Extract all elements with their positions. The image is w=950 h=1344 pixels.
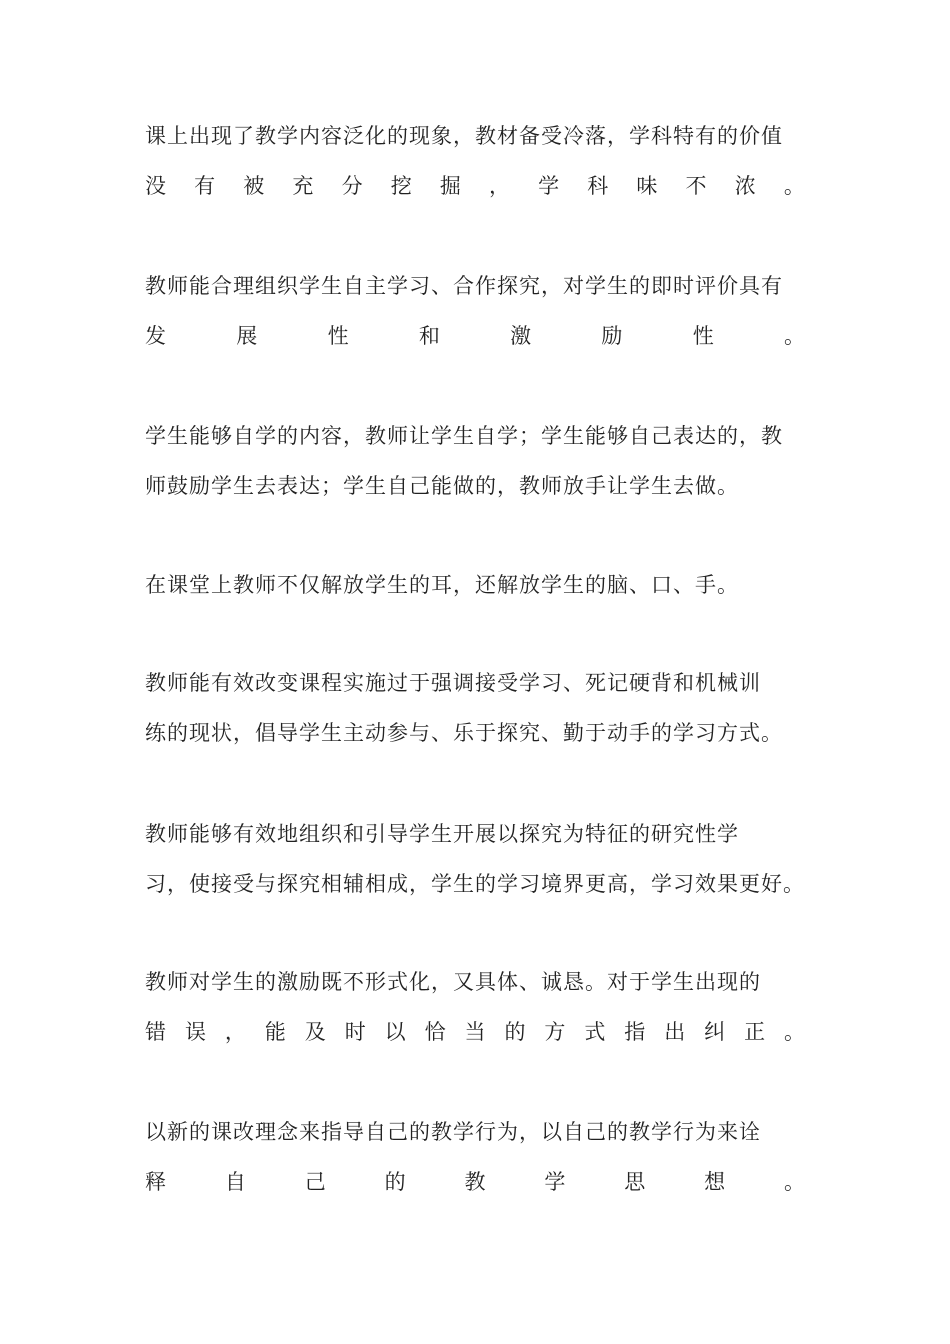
paragraph-line: 教师能够有效地组织和引导学生开展以探究为特征的研究性学: [145, 822, 739, 846]
paragraph-6: [145, 822, 805, 896]
line-character: 。: [783, 174, 805, 198]
line-character: 激: [510, 324, 532, 348]
line-character: 。: [783, 324, 805, 348]
line-character: 展: [236, 324, 258, 348]
line-character: 浓: [734, 174, 756, 198]
line-character: 及: [304, 1020, 326, 1044]
line-character: 味: [636, 174, 658, 198]
line-character: 纠: [704, 1020, 726, 1044]
line-character: 释: [145, 1170, 166, 1194]
line-character: 以: [384, 1020, 406, 1044]
paragraph-line-justified: [145, 1170, 805, 1194]
line-character: 性: [692, 324, 714, 348]
line-character: 时: [344, 1020, 366, 1044]
paragraph-line: 习，使接受与探究相辅相成，学生的学习境界更高，学习效果更好。: [145, 872, 805, 896]
paragraph-8: [145, 1120, 805, 1194]
line-character: 性: [327, 324, 349, 348]
paragraph-5: [145, 671, 805, 745]
line-character: 己: [304, 1170, 326, 1194]
line-character: 分: [341, 174, 363, 198]
line-character: 方: [544, 1020, 566, 1044]
line-character: 式: [584, 1020, 606, 1044]
line-character: 出: [664, 1020, 686, 1044]
paragraph-2: [145, 274, 805, 348]
line-character: 发: [145, 324, 166, 348]
paragraph-4: [145, 573, 805, 597]
line-character: 指: [624, 1020, 646, 1044]
line-character: 科: [587, 174, 609, 198]
line-character: 掘: [439, 174, 461, 198]
paragraph-line: 以新的课改理念来指导自己的教学行为，以自己的教学行为来诠: [145, 1120, 761, 1144]
line-character: 。: [784, 1020, 805, 1044]
paragraph-line: 师鼓励学生去表达；学生自己能做的，教师放手让学生去做。: [145, 474, 739, 498]
paragraph-line-justified: [145, 174, 805, 198]
line-character: 挖: [390, 174, 412, 198]
line-character: 恰: [424, 1020, 446, 1044]
paragraph-line: 在课堂上教师不仅解放学生的耳，还解放学生的脑、口、手。: [145, 573, 739, 597]
paragraph-7: [145, 970, 805, 1044]
paragraph-line: 课上出现了教学内容泛化的现象，教材备受冷落，学科特有的价值: [145, 124, 783, 148]
line-character: 的: [384, 1170, 406, 1194]
line-character: 的: [504, 1020, 526, 1044]
line-character: 学: [544, 1170, 566, 1194]
line-character: ，: [224, 1020, 246, 1044]
line-character: 误: [184, 1020, 206, 1044]
paragraph-line: 教师对学生的激励既不形式化，又具体、诚恳。对于学生出现的: [145, 970, 761, 994]
line-character: 思: [624, 1170, 646, 1194]
paragraph-line-justified: [145, 324, 805, 348]
paragraph-3: [145, 424, 805, 498]
line-character: ，: [488, 174, 510, 198]
paragraph-1: [145, 124, 805, 198]
paragraph-line: 学生能够自学的内容，教师让学生自学；学生能够自己表达的，教: [145, 424, 783, 448]
line-character: 错: [145, 1020, 166, 1044]
paragraph-line: 教师能有效改变课程实施过于强调接受学习、死记硬背和机械训: [145, 671, 761, 695]
line-character: 有: [194, 174, 216, 198]
line-character: 没: [145, 174, 166, 198]
paragraph-line: 教师能合理组织学生自主学习、合作探究，对学生的即时评价具有: [145, 274, 783, 298]
line-character: 励: [601, 324, 623, 348]
line-character: 学: [538, 174, 560, 198]
line-character: 和: [418, 324, 440, 348]
line-character: 被: [243, 174, 265, 198]
paragraph-line: 练的现状，倡导学生主动参与、乐于探究、勤于动手的学习方式。: [145, 721, 783, 745]
line-character: 不: [685, 174, 707, 198]
line-character: 能: [264, 1020, 286, 1044]
line-character: 自: [224, 1170, 246, 1194]
line-character: 正: [744, 1020, 766, 1044]
line-character: 。: [784, 1170, 805, 1194]
line-character: 当: [464, 1020, 486, 1044]
line-character: 充: [292, 174, 314, 198]
paragraph-line-justified: [145, 1020, 805, 1044]
line-character: 教: [464, 1170, 486, 1194]
line-character: 想: [704, 1170, 726, 1194]
